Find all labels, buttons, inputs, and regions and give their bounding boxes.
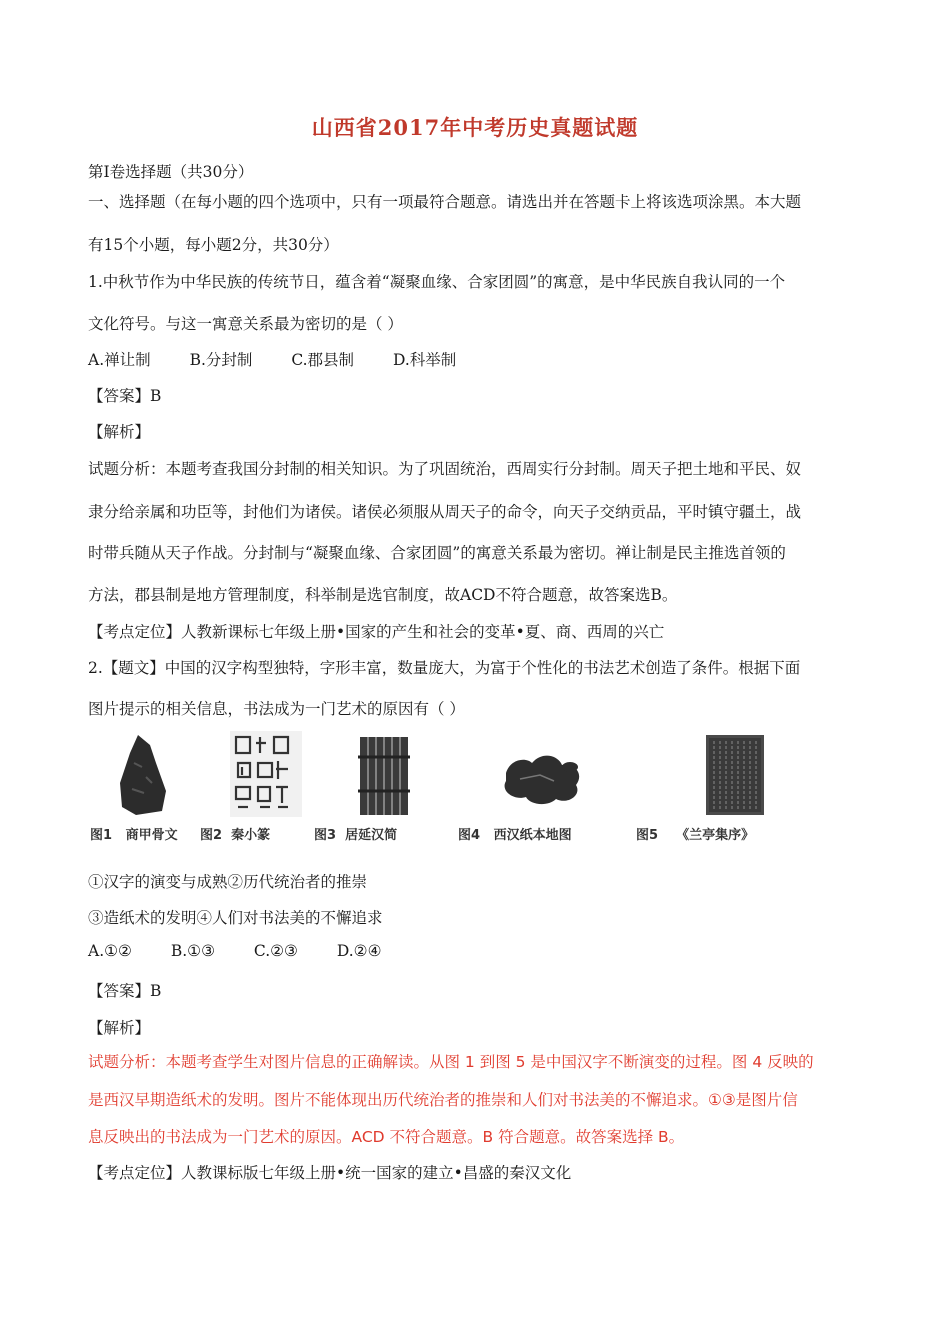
q2-analysis-line-3: 息反映出的书法成为一门艺术的原因。ACD 不符合题意。B 符合题意。故答案选择 B。 (88, 1128, 685, 1146)
figure-3-title: 居延汉简 (345, 828, 398, 843)
bamboo-slips-image (356, 733, 412, 817)
q2-option-d: D.②④ (336, 942, 382, 960)
q1-stem-line-1: 1.中秋节作为中华民族的传统节日，蕴含着“凝聚血缘、合家团圆”的寓意，是中华民族自我认同的一个 (88, 273, 786, 291)
q1-point: 【考点定位】人教新课标七年级上册•国家的产生和社会的变革•夏、商、西周的兴亡 (88, 623, 665, 641)
q2-answer: 【答案】B (88, 982, 162, 1000)
figure-3-caption (314, 824, 397, 843)
q1-stem-line-2: 文化符号。与这一寓意关系最为密切的是（ ） (88, 315, 403, 333)
figure-5-label: 图5 (636, 828, 659, 843)
instructions-line-2: 有15个小题，每小题2分，共30分） (88, 236, 339, 254)
instructions-line-1: 一、选择题（在每小题的四个选项中，只有一项最符合题意。请选出并在答题卡上将该选项涂黑。本大题 (88, 193, 802, 211)
figure-1-title: 商甲骨文 (125, 828, 178, 843)
q2-analysis-line-1: 试题分析：本题考查学生对图片信息的正确解读。从图 1 到图 5 是中国汉字不断演变的过程。图 4 反映的 (88, 1053, 814, 1071)
figure-4-caption (458, 824, 572, 843)
q1-analysis-line-2: 隶分给亲属和功臣等，封他们为诸侯。诸侯必须服从周天子的命令，向天子交纳贡品，平时镇守疆土，战 (88, 503, 802, 521)
q1-analysis-line-4: 方法，郡县制是地方管理制度，科举制是选官制度，故ACD不符合题意，故答案选B。 (88, 586, 678, 604)
seal-script-image (230, 731, 302, 817)
figure-4-label: 图4 (458, 828, 481, 843)
q1-option-d: D.科举制 (393, 351, 457, 369)
q2-option-b: B.①③ (170, 942, 215, 960)
q2-statements-line-2: ③造纸术的发明④人们对书法美的不懈追求 (88, 909, 383, 927)
figure-1-label: 图1 (90, 828, 113, 843)
q2-option-c: C.②③ (253, 942, 298, 960)
q2-statements-line-1: ①汉字的演变与成熟②历代统治者的推崇 (88, 873, 368, 891)
q2-point: 【考点定位】人教课标版七年级上册•统一国家的建立•昌盛的秦汉文化 (88, 1164, 572, 1182)
q1-option-c: C.郡县制 (291, 351, 355, 369)
q1-analysis-label: 【解析】 (88, 423, 151, 441)
q1-options (88, 348, 490, 370)
q2-analysis-label: 【解析】 (88, 1019, 151, 1037)
oracle-bone-image (116, 733, 170, 817)
figure-1-caption (90, 824, 178, 843)
q2-figure-strip (88, 731, 860, 849)
page-title: 山西省2017年中考历史真题试题 (311, 115, 639, 140)
figure-5-caption (636, 824, 754, 843)
figure-2-caption (200, 824, 270, 843)
figure-5-title: 《兰亭集序》 (676, 828, 755, 843)
q2-analysis-line-2: 是西汉早期造纸术的发明。图片不能体现出历代统治者的推崇和人们对书法美的不懈追求。①③是图片信 (88, 1091, 798, 1109)
q1-analysis-line-3: 时带兵随从天子作战。分封制与“凝聚血缘、合家团圆”的寓意关系最为密切。禅让制是民主推选首领的 (88, 544, 786, 562)
q2-stem-line-2: 图片提示的相关信息，书法成为一门艺术的原因有（ ） (88, 700, 465, 718)
q1-option-a: A.禅让制 (88, 351, 151, 369)
figure-3-label: 图3 (314, 828, 337, 843)
q1-analysis-line-1: 试题分析：本题考查我国分封制的相关知识。为了巩固统治，西周实行分封制。周天子把土地和平民、奴 (88, 460, 802, 478)
paper-map-image (496, 747, 588, 809)
q2-options (88, 942, 415, 960)
figure-2-label: 图2 (200, 828, 223, 843)
q1-option-b: B.分封制 (189, 351, 253, 369)
q2-option-a: A.①② (88, 942, 132, 960)
lanting-preface-image (706, 735, 764, 815)
q1-answer: 【答案】B (88, 387, 162, 405)
figure-4-title: 西汉纸本地图 (493, 828, 572, 843)
section-heading: 第Ⅰ卷选择题（共30分） (88, 163, 254, 181)
figure-2-title: 秦小篆 (231, 828, 271, 843)
q2-stem-line-1: 2.【题文】中国的汉字构型独特，字形丰富，数量庞大，为富于个性化的书法艺术创造了条件。根据下面 (88, 659, 801, 677)
